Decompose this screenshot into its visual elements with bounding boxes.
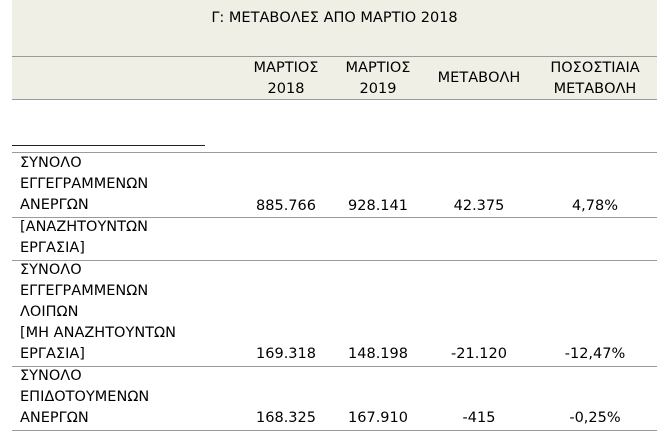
row-rule xyxy=(12,430,657,431)
label-line: ΕΡΓΑΣΙΑ] xyxy=(20,240,85,256)
cell-march-2018: 885.766 xyxy=(256,198,316,214)
header-line: 2019 xyxy=(359,81,397,97)
cell-change: -415 xyxy=(462,410,496,426)
table-title: Γ: ΜΕΤΑΒΟΛΕΣ ΑΠΟ ΜΑΡΤΙΟ 2018 xyxy=(12,0,657,56)
header-line: ΜΑΡΤΙΟΣ xyxy=(345,60,411,76)
cell-march-2018: 169.318 xyxy=(256,346,316,362)
label-line: ΣΥΝΟΛΟ xyxy=(20,155,82,171)
row-label-seeking-work xyxy=(20,217,148,259)
header-line: ΠΟΣΟΣΤΙΑΙΑ xyxy=(550,60,640,76)
cell-change: 42.375 xyxy=(453,198,505,214)
header-bottom-rule xyxy=(12,99,657,100)
cell-percent: -12,47% xyxy=(564,346,626,362)
header-march-2019 xyxy=(335,58,421,100)
cell-change: -21.120 xyxy=(451,346,507,362)
label-line: [ΑΝΑΖΗΤΟΥΝΤΩΝ xyxy=(20,219,148,235)
header-percent-change xyxy=(533,58,657,100)
cell-march-2019: 148.198 xyxy=(348,346,408,362)
header-march-2018 xyxy=(243,58,329,100)
header-line: 2018 xyxy=(267,81,305,97)
label-line: ΣΥΝΟΛΟ xyxy=(20,262,82,278)
header-top-rule xyxy=(12,56,657,57)
label-line: ΑΝΕΡΓΩΝ xyxy=(20,410,89,426)
cell-march-2019: 167.910 xyxy=(348,410,408,426)
cell-percent: 4,78% xyxy=(571,198,619,214)
header-line: ΜΑΡΤΙΟΣ xyxy=(253,60,319,76)
label-line: ΛΟΙΠΩΝ xyxy=(20,304,79,320)
separator-line xyxy=(12,145,205,146)
label-line: [ΜΗ ΑΝΑΖΗΤΟΥΝΤΩΝ xyxy=(20,325,176,341)
label-line: ΕΡΓΑΣΙΑ] xyxy=(20,346,85,362)
header-line: ΜΕΤΑΒΟΛΗ xyxy=(553,81,637,97)
header-change: ΜΕΤΑΒΟΛΗ xyxy=(437,70,521,86)
label-line: ΣΥΝΟΛΟ xyxy=(20,368,82,384)
row-label-total-registered xyxy=(20,153,148,216)
cell-percent: -0,25% xyxy=(569,410,621,426)
label-line: ΑΝΕΡΓΩΝ xyxy=(20,197,89,213)
label-line: ΕΠΙΔΟΤΟΥΜΕΝΩΝ xyxy=(20,389,150,405)
row-label-total-subsidized xyxy=(20,366,149,429)
cell-march-2018: 168.325 xyxy=(256,410,316,426)
label-line: ΕΓΓΕΓΡΑΜΜΕΝΩΝ xyxy=(20,283,149,299)
row-label-total-other xyxy=(20,260,176,365)
label-line: ΕΓΓΕΓΡΑΜΜΕΝΩΝ xyxy=(20,176,149,192)
cell-march-2019: 928.141 xyxy=(348,198,408,214)
